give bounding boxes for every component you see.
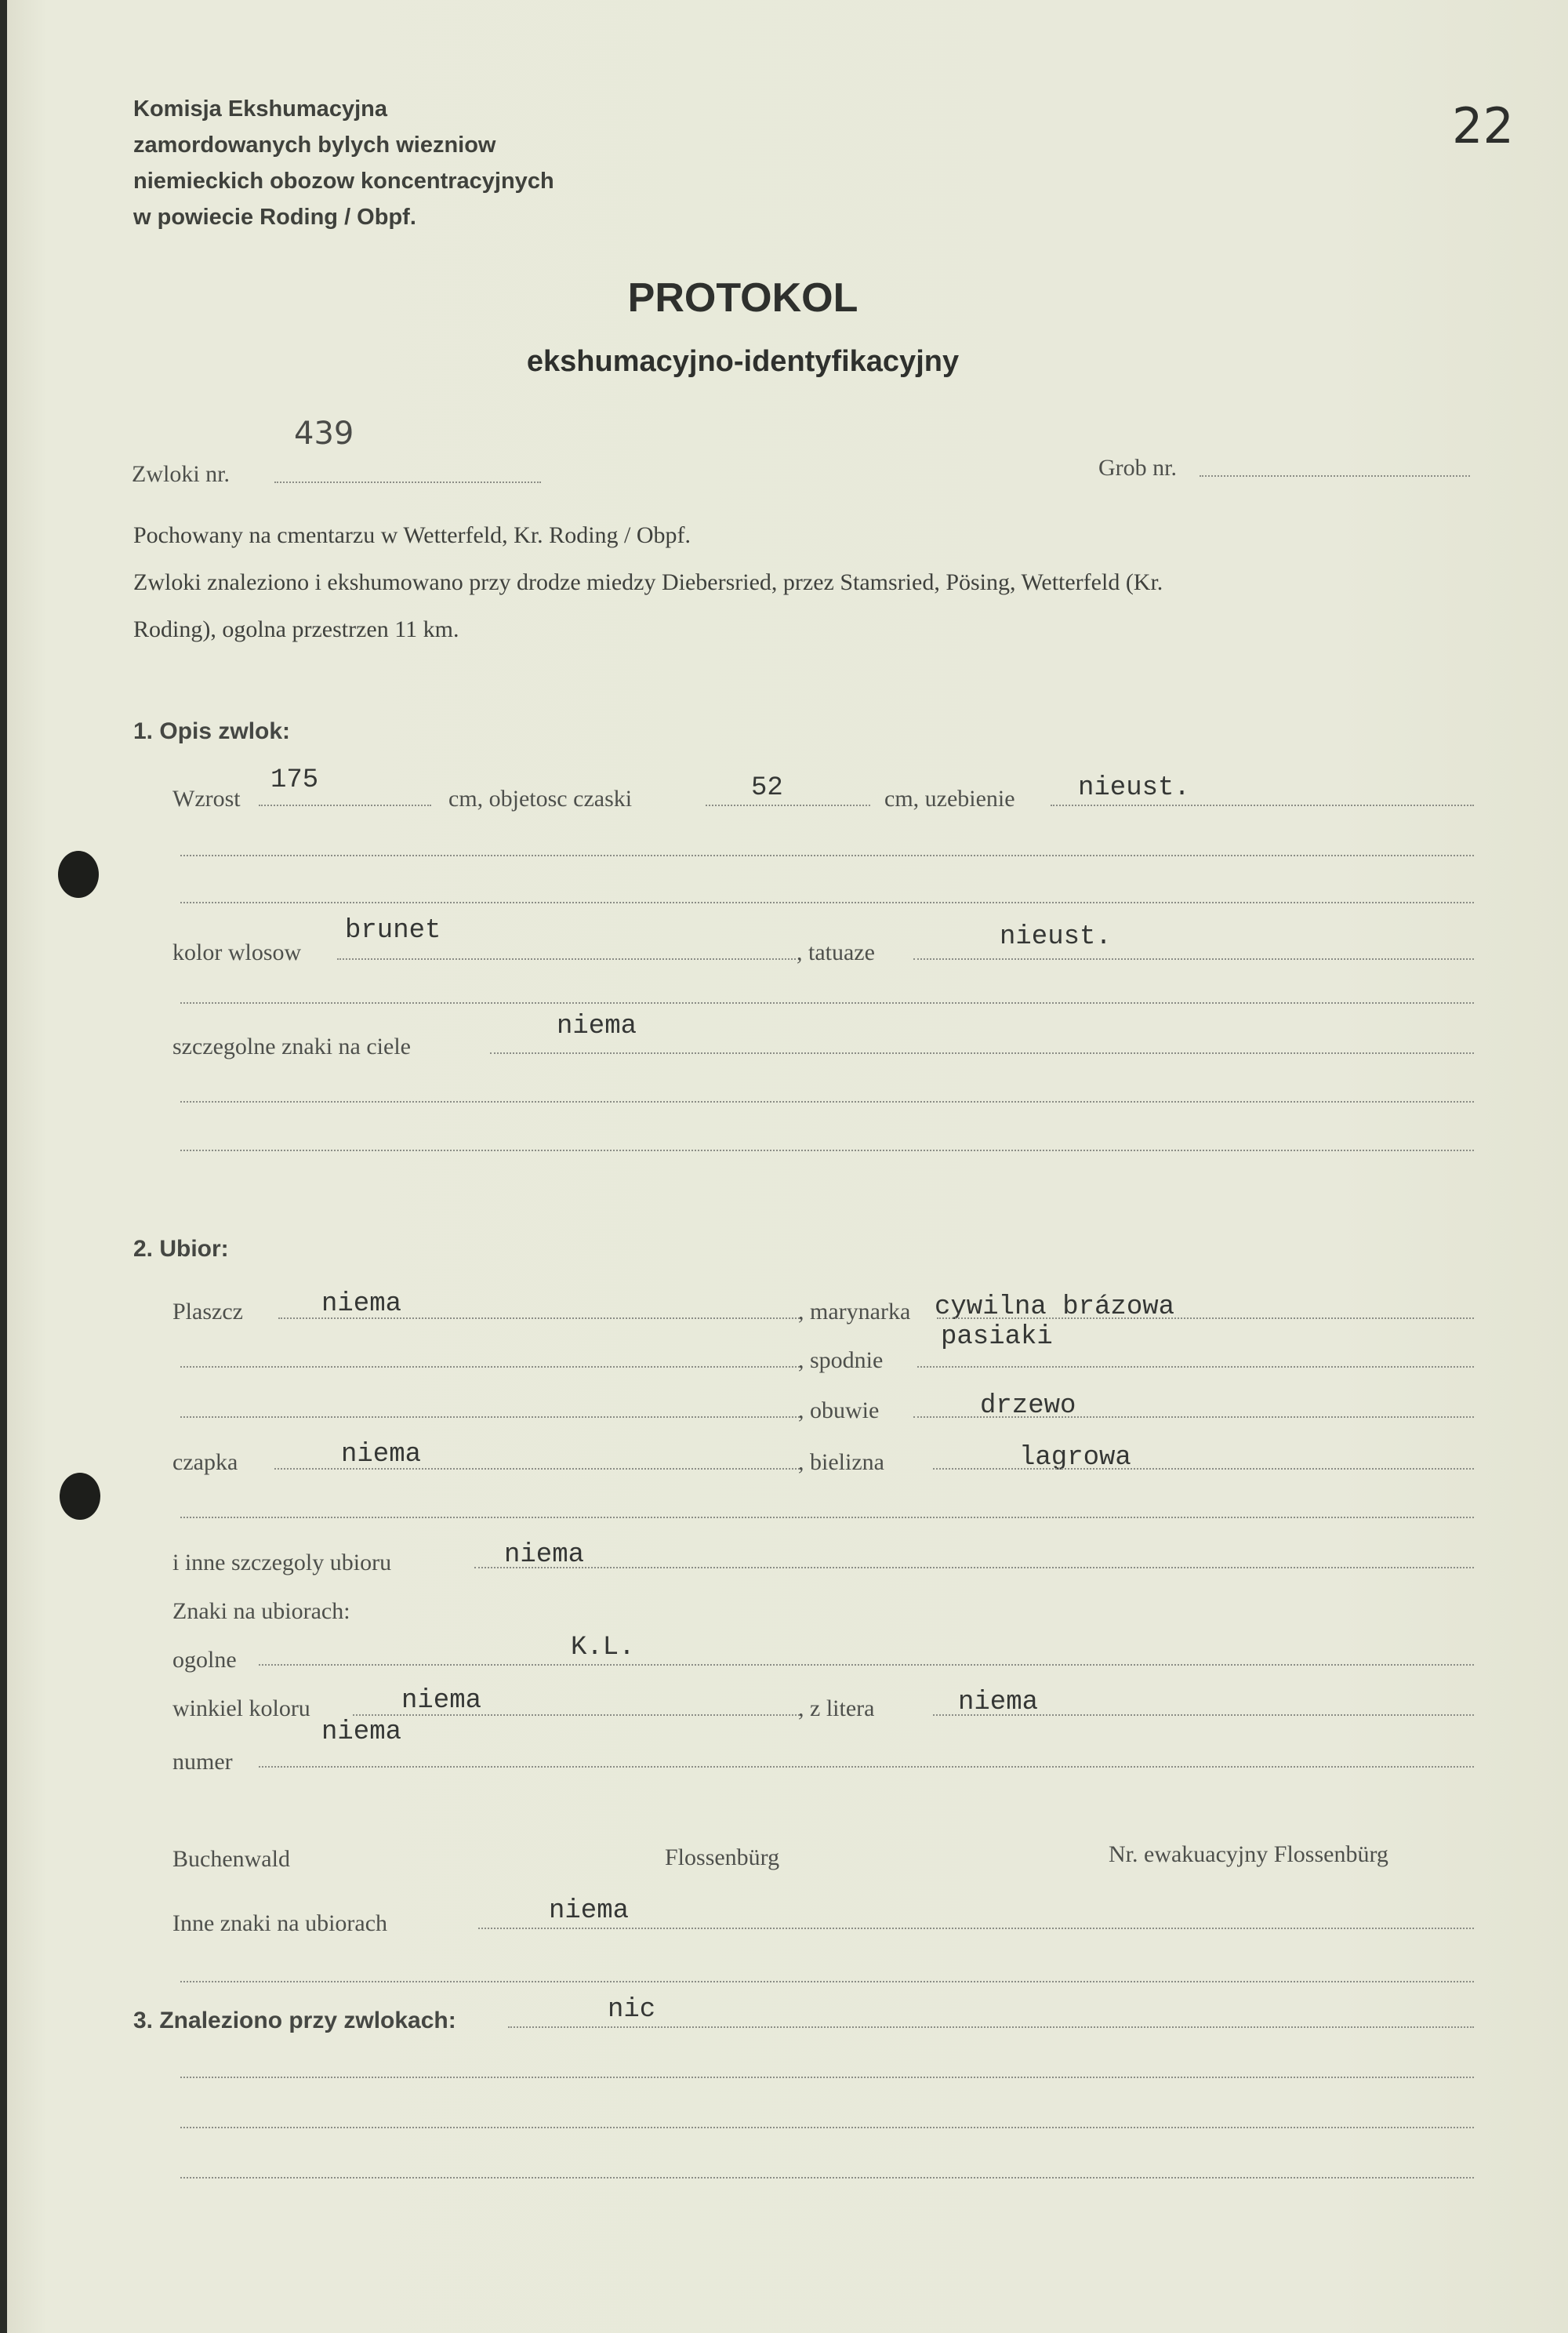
blank-line <box>180 902 1474 903</box>
section-1-heading: 1. Opis zwlok: <box>133 718 291 744</box>
blank-line <box>180 855 1474 856</box>
grob-label: Grob nr. <box>1098 455 1177 481</box>
wzrost-label: Wzrost <box>172 786 241 812</box>
blank-line <box>180 2077 1474 2078</box>
punch-hole-bottom <box>60 1473 100 1520</box>
marynarka-label: , marynarka <box>798 1299 911 1325</box>
obuwie-label: , obuwie <box>798 1397 880 1423</box>
camp-flossenburg: Flossenbürg <box>665 1844 780 1870</box>
znaki-na-ciele-line <box>490 1052 1474 1054</box>
ogolne-value: K.L. <box>571 1633 635 1663</box>
plaszcz-line-2 <box>180 1366 800 1368</box>
marynarka-value: cywilna brázowa <box>935 1292 1175 1322</box>
commission-header <box>133 91 554 235</box>
wlosy-value: brunet <box>345 916 441 946</box>
numer-line <box>259 1766 1474 1768</box>
spodnie-label: , spodnie <box>798 1347 884 1373</box>
plaszcz-label: Plaszcz <box>172 1299 243 1325</box>
blank-line <box>180 1150 1474 1151</box>
wzrost-line <box>259 805 431 806</box>
zwloki-number-value: 439 <box>294 416 354 452</box>
litera-line <box>933 1714 1474 1716</box>
czaska-line <box>706 805 870 806</box>
wlosy-line <box>337 958 796 960</box>
wzrost-value: 175 <box>270 765 319 795</box>
page-number: 22 <box>1452 97 1514 154</box>
inne-szczegoly-line <box>474 1567 1474 1568</box>
header-line-2: zamordowanych bylych wiezniow <box>133 133 496 158</box>
winkiel-line <box>353 1714 800 1716</box>
czapka-value: niema <box>341 1440 422 1470</box>
znaki-na-ciele-value: niema <box>557 1012 637 1041</box>
found-distance: Roding), ogolna przestrzen 11 km. <box>133 616 459 642</box>
litera-label: , z litera <box>798 1695 875 1721</box>
litera-value: niema <box>958 1688 1039 1717</box>
czapka-line <box>274 1468 800 1470</box>
uzebienie-value: nieust. <box>1078 773 1190 803</box>
czapka-label: czapka <box>172 1449 238 1475</box>
punch-hole-top <box>58 851 99 898</box>
bielizna-line <box>933 1468 1474 1470</box>
header-line-1: Komisja Ekshumacyjna <box>133 96 387 122</box>
cm-czaska-label: cm, objetosc czaski <box>448 786 633 812</box>
spodnie-value: pasiaki <box>941 1322 1053 1352</box>
bielizna-label: , bielizna <box>798 1449 884 1475</box>
wlosy-label: kolor wlosow <box>172 939 302 965</box>
burial-place: Pochowany na cmentarzu w Wetterfeld, Kr. Roding / Obpf. <box>133 522 691 548</box>
tatuaze-value: nieust. <box>1000 922 1112 952</box>
plaszcz-line <box>278 1317 800 1319</box>
section-3-heading: 3. Znaleziono przy zwlokach: <box>133 2008 456 2033</box>
obuwie-value: drzewo <box>980 1391 1076 1421</box>
znaleziono-line <box>508 2026 1474 2028</box>
plaszcz-value: niema <box>321 1289 402 1319</box>
inne-szczegoly-label: i inne szczegoly ubioru <box>172 1550 392 1575</box>
ogolne-label: ogolne <box>172 1647 237 1673</box>
znaki-na-ciele-label: szczegolne znaki na ciele <box>172 1034 411 1059</box>
blank-line <box>180 1517 1474 1518</box>
zwloki-label: Zwloki nr. <box>132 461 230 487</box>
inne-znaki-value: niema <box>549 1896 630 1926</box>
winkiel-label: winkiel koloru <box>172 1695 310 1721</box>
blank-line <box>180 2177 1474 2179</box>
blank-line <box>180 1002 1474 1004</box>
tatuaze-line <box>913 958 1474 960</box>
znaki-na-ubiorach-heading: Znaki na ubiorach: <box>172 1598 350 1624</box>
uzebienie-line <box>1051 805 1474 806</box>
section-2-heading: 2. Ubior: <box>133 1236 229 1262</box>
grob-line <box>1200 475 1470 477</box>
blank-line <box>180 1101 1474 1103</box>
uzebienie-label: cm, uzebienie <box>884 786 1015 812</box>
evacuation-number-label: Nr. ewakuacyjny Flossenbürg <box>1109 1841 1388 1867</box>
camp-buchenwald: Buchenwald <box>172 1846 290 1872</box>
bielizna-value: lagrowa <box>1019 1443 1131 1473</box>
zwloki-line <box>274 481 541 483</box>
plaszcz-line-3 <box>180 1416 800 1418</box>
blank-line <box>180 1981 1474 1982</box>
spodnie-line <box>917 1366 1474 1368</box>
inne-znaki-label: Inne znaki na ubiorach <box>172 1910 388 1936</box>
czaska-value: 52 <box>751 773 783 803</box>
blank-line <box>180 2127 1474 2128</box>
inne-znaki-line <box>478 1928 1474 1929</box>
inne-szczegoly-value: niema <box>504 1540 585 1570</box>
numer-label: numer <box>172 1749 233 1775</box>
znaleziono-value: nic <box>608 1995 656 2025</box>
header-line-4: w powiecie Roding / Obpf. <box>133 205 416 230</box>
document-title: PROTOKOL <box>627 275 858 321</box>
document-subtitle: ekshumacyjno-identyfikacyjny <box>526 345 960 378</box>
marynarka-line <box>937 1317 1474 1319</box>
tatuaze-label: , tatuaze <box>797 939 875 965</box>
header-line-3: niemieckich obozow koncentracyjnych <box>133 169 554 194</box>
winkiel-value: niema <box>401 1686 482 1716</box>
numer-value: niema <box>321 1717 402 1747</box>
obuwie-line <box>913 1416 1474 1418</box>
ogolne-line <box>259 1664 1474 1666</box>
found-location: Zwloki znaleziono i ekshumowano przy drodze miedzy Diebersried, przez Stamsried, Pösing, Wetterfeld (Kr. <box>133 569 1163 595</box>
